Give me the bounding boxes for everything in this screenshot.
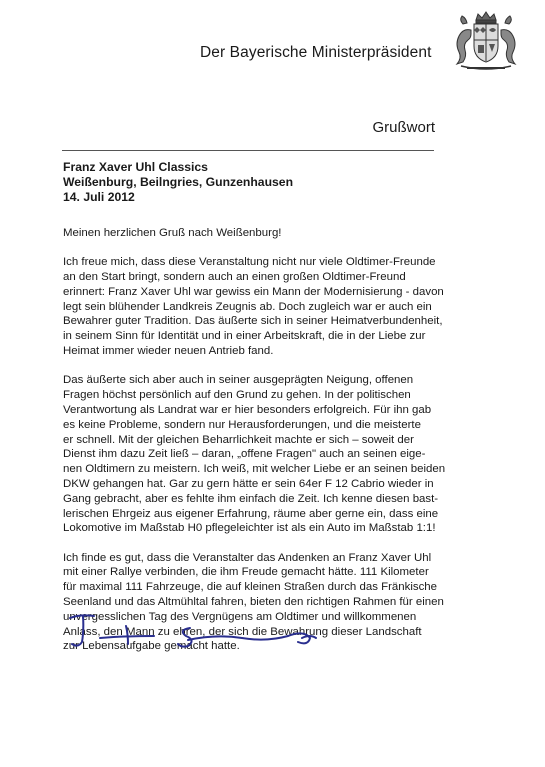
text-line: Anlass, den Mann zu ehren, der sich die Bewahrung dieser Landschaft <box>63 625 422 638</box>
handwritten-signature-icon <box>66 608 336 658</box>
text-line: Ich finde es gut, dass die Veranstalter das Andenken an Franz Xaver Uhl <box>63 551 432 564</box>
text-line: Ich freue mich, dass diese Veranstaltung nicht nur viele Oldtimer-Freunde <box>63 256 436 269</box>
text-line: an den Start bringt, sondern auch an einen großen Oldtimer-Freund <box>63 271 406 284</box>
recipient-block <box>63 160 443 204</box>
text-line: es keine Probleme, sondern nur Herausforderungen, und die meisterte <box>63 418 421 431</box>
text-line: Dienst ihm dazu Zeit ließ – daran, „offene Fragen" auch an seinen eige- <box>63 448 426 461</box>
recipient-date: 14. Juli 2012 <box>63 189 135 204</box>
bavarian-coat-of-arms-icon <box>447 10 525 72</box>
text-line: nen Oldtimern zu meistern. Ich weiß, mit welcher Liebe er an seinen beiden <box>63 463 446 476</box>
paragraph-1 <box>63 255 447 359</box>
text-line: zur Lebensaufgabe gemacht hatte. <box>63 640 240 653</box>
text-line: Heimat immer wieder neuen Antrieb fand. <box>63 345 274 358</box>
text-line: lerischen Ehrgeiz aus eigener Erfahrung, räume aber gerne ein, dass eine <box>63 507 439 520</box>
salutation <box>63 226 447 241</box>
text-line: legt sein blühender Landkreis Zeugnis ab. Doch zugleich war er auch ein <box>63 300 432 313</box>
text-line: Bewahrer guter Tradition. Das äußerte sich in seiner Heimatverbundenheit, <box>63 315 443 328</box>
paragraph-2 <box>63 373 447 536</box>
text-line: er schnell. Mit der gleichen Beharrlichkeit machte er sich – soweit der <box>63 433 414 446</box>
recipient-locations: Weißenburg, Beilngries, Gunzenhausen <box>63 174 294 189</box>
text-line: für maximal 111 Fahrzeuge, die auf kleinen Straßen durch das Fränkische <box>63 581 438 594</box>
text-line: Meinen herzlichen Gruß nach Weißenburg! <box>63 227 282 239</box>
text-line: in seinem Sinn für Identität und in einer Arbeitskraft, die in der Liebe zur <box>63 330 426 343</box>
text-line: Das äußerte sich aber auch in seiner ausgeprägten Neigung, offenen <box>63 374 414 387</box>
text-line: Gang gebracht, aber es fehlte ihm einfach die Zeit. Ich kenne diesen bast- <box>63 492 439 505</box>
text-line: mit einer Rallye verbinden, die ihm Freude gemacht hätte. 111 Kilometer <box>63 566 429 579</box>
text-line: Lokomotive im Maßstab H0 pflegeleichter ist als ein Auto im Maßstab 1:1! <box>63 522 436 535</box>
text-line: erinnert: Franz Xaver Uhl war gewiss ein Mann der Modernisierung - davon <box>63 285 444 298</box>
text-line: Seenland und das Altmühltal fahren, bieten den richtigen Rahmen für einen <box>63 596 444 609</box>
header-divider <box>62 150 434 151</box>
text-line: unvergesslichen Tag des Vergnügens am Oldtimer und willkommenen <box>63 610 417 623</box>
recipient-name: Franz Xaver Uhl Classics <box>63 160 208 174</box>
text-line: DKW gehangen hat. Gar zu gern hätte er sein 64er F 12 Cabrio wieder in <box>63 477 434 490</box>
letter-body <box>63 226 447 669</box>
text-line: Verantwortung als Landrat war er hier besonders erfolgreich. Für ihn gab <box>63 403 432 416</box>
office-title: Der Bayerische Ministerpräsident <box>200 44 432 61</box>
text-line: Fragen höchst persönlich auf den Grund zu gehen. In der politischen <box>63 389 411 402</box>
document-type: Grußwort <box>372 119 435 136</box>
